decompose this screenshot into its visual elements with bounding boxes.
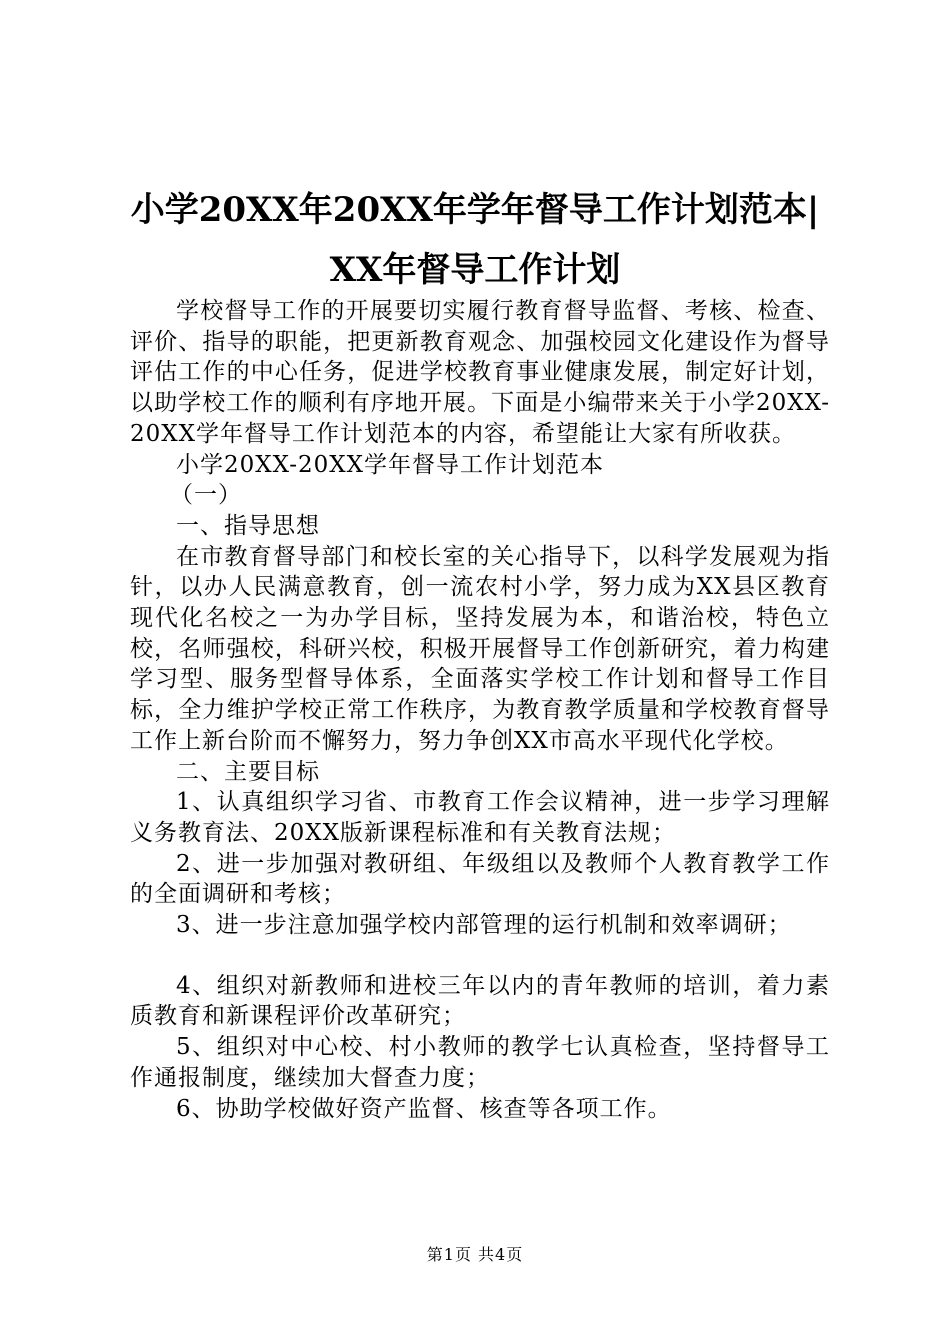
- document-title-line-1: 小学20XX年20XX年学年督导工作计划范本|: [130, 190, 820, 230]
- section-1-paragraph: 在市教育督导部门和校长室的关心指导下，以科学发展观为指针，以办人民满意教育，创一流农村小学，努力成为XX县区教育现代化名校之一为办学目标，坚持发展为本，和谐治校，特色立校，名师强校，科研兴校，积极开展督导工作创新研究，着力构建学习型、服务型督导体系，全面落实学校工作计划和督导工作目标，全力维护学校正常工作秩序，为教育教学质量和学校教育督导工作上新台阶而不懈努力，努力争创XX市高水平现代化学校。: [130, 543, 830, 754]
- document-body: [130, 296, 830, 1124]
- page-number-footer: 第1页 共4页: [426, 1245, 524, 1264]
- section-2-heading: 二、主要目标: [176, 758, 320, 785]
- goal-item-5: 5、组织对中心校、村小教师的教学七认真检查，坚持督导工作通报制度，继续加大督查力度；: [130, 1034, 830, 1091]
- goal-item-2: 2、进一步加强对教研组、年级组以及教师个人教育教学工作的全面调研和考核；: [130, 850, 830, 908]
- goal-item-1: 1、认真组织学习省、市教育工作会议精神，进一步学习理解义务教育法、20XX版新课程标准和有关教育法规；: [130, 789, 830, 846]
- goal-item-4: 4、组织对新教师和进校三年以内的青年教师的培训，着力素质教育和新课程评价改革研究；: [130, 972, 830, 1030]
- goal-item-3: 3、进一步注意加强学校内部管理的运行机制和效率调研；: [176, 912, 792, 939]
- goal-item-6: 6、协助学校做好资产监督、核查等各项工作。: [176, 1095, 672, 1122]
- document-subtitle: 小学20XX-20XX学年督导工作计划范本: [176, 451, 604, 478]
- paragraph-gap: [130, 941, 830, 971]
- section-1-heading: 一、指导思想: [176, 512, 320, 539]
- document-title-line-2: XX年督导工作计划: [329, 250, 621, 290]
- intro-paragraph: 学校督导工作的开展要切实履行教育督导监督、考核、检查、评价、指导的职能，把更新教育观念、加强校园文化建设作为督导评估工作的中心任务，促进学校教育事业健康发展，制定好计划，以助学校工作的顺利有序地开展。下面是小编带来关于小学20XX-20XX学年督导工作计划范本的内容，希望能让大家有所收获。: [130, 298, 830, 447]
- part-label: （一）: [170, 482, 242, 509]
